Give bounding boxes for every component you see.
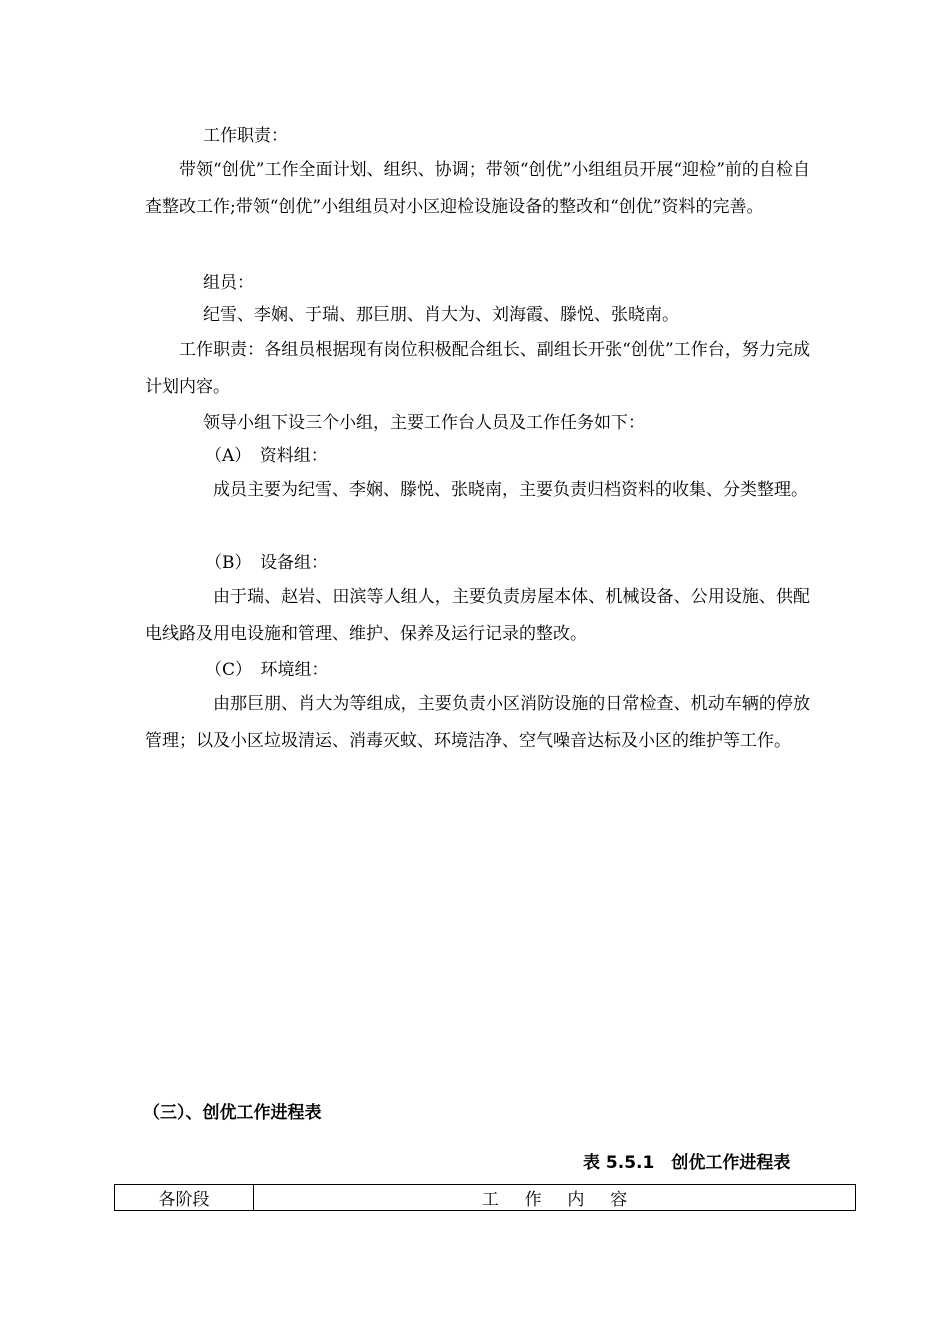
table-header-row <box>115 1185 856 1211</box>
leader-duty-heading: 工作职责： <box>203 126 288 146</box>
members-heading: 组员： <box>203 273 254 293</box>
members-duty: 工作职责：各组员根据现有岗位积极配合组长、副组长开张“创优”工作台，努力完成计划内容。 <box>145 340 810 397</box>
section-heading: （三）、创优工作进程表 <box>143 1103 322 1123</box>
subgroup-a-title: （A） 资料组： <box>205 446 328 466</box>
members-names: 纪雪、李娴、于瑞、那巨朋、肖大为、刘海霞、滕悦、张晓南。 <box>203 305 679 325</box>
table-caption: 表 5.5.1 创优工作进程表 <box>583 1153 791 1173</box>
subgroup-a-desc: 成员主要为纪雪、李娴、滕悦、张晓南，主要负责归档资料的收集、分类整理。 <box>213 480 808 500</box>
subgroup-c-title: （C） 环境组： <box>205 660 329 680</box>
subgroup-c-desc: 由那巨朋、肖大为等组成，主要负责小区消防设施的日常检查、机动车辆的停放管理；以及小区垃圾清运、消毒灭蚊、环境洁净、空气噪音达标及小区的维护等工作。 <box>145 694 810 751</box>
subgroups-intro: 领导小组下设三个小组，主要工作台人员及工作任务如下： <box>203 413 645 433</box>
header-stage: 各阶段 <box>115 1185 254 1211</box>
subgroup-b-title: （B） 设备组： <box>205 553 328 573</box>
subgroup-b-desc: 由于瑞、赵岩、田滨等人组人，主要负责房屋本体、机械设备、公用设施、供配电线路及用电设施和管理、维护、保养及运行记录的整改。 <box>145 587 810 644</box>
progress-table <box>114 1184 856 1211</box>
header-content: 工 作 内 容 <box>254 1185 856 1211</box>
leader-duty-body: 带领“创优”工作全面计划、组织、协调；带领“创优”小组组员开展“迎检”前的自检自查整改工作;带领“创优”小组组员对小区迎检设施设备的整改和“创优”资料的完善。 <box>145 160 810 217</box>
